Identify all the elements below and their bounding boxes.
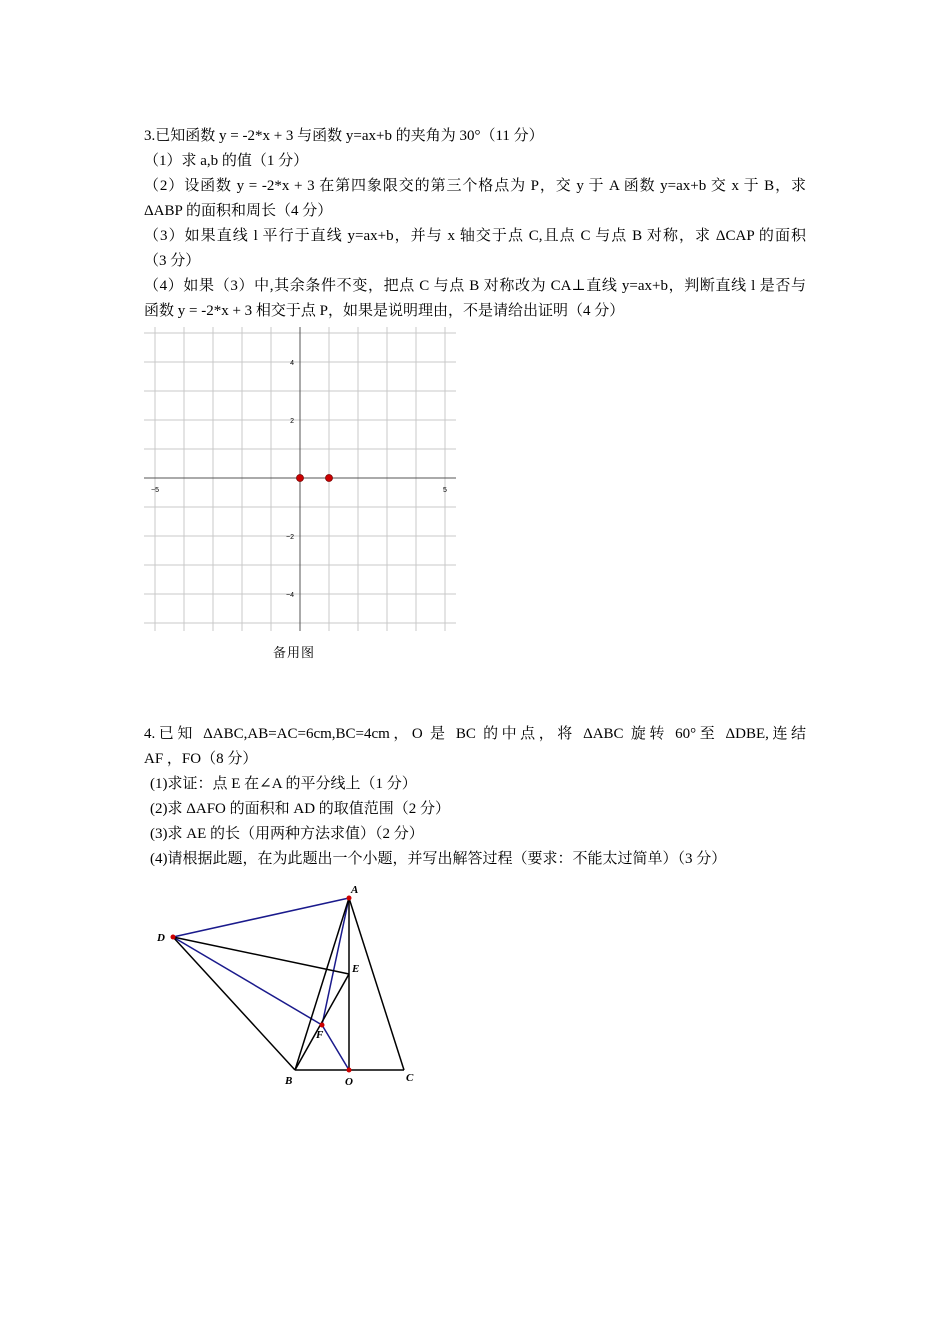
- q4-part4: (4)请根据此题，在为此题出一个小题，并写出解答过程（要求：不能太过简单）（3 分）: [150, 851, 727, 867]
- label-O: O: [345, 1076, 353, 1088]
- figure-caption: 备用图: [273, 646, 316, 661]
- segment-FA: [322, 898, 349, 1025]
- y-tick-label-4: 4: [290, 360, 294, 367]
- plotted-point: [326, 475, 333, 482]
- label-B: B: [285, 1075, 293, 1087]
- x-tick-label-5: 5: [443, 487, 447, 494]
- label-A: A: [351, 884, 359, 896]
- label-E: E: [352, 963, 360, 975]
- triangle-geometry-figure: [140, 878, 440, 1098]
- y-tick-label-neg2: −2: [286, 534, 294, 541]
- plotted-point: [297, 475, 304, 482]
- q3-part3-line1: （3）如果直线 l 平行于直线 y=ax+b，并与 x 轴交于点 C,且点 C 与点 B 对称，求 ΔCAP 的面积: [144, 228, 806, 244]
- q3-part4-line1: （4）如果（3）中,其余条件不变，把点 C 与点 B 对称改为 CA⊥直线 y=ax+b，判断直线 l 是否与: [144, 278, 806, 294]
- segment-DE: [173, 937, 349, 974]
- segment-AC: [349, 898, 404, 1070]
- q4-part3: (3)求 AE 的长（用两种方法求值）（2 分）: [150, 826, 424, 842]
- q3-part4-line2: 函数 y = -2*x + 3 相交于点 P，如果是说明理由，不是请给出证明（4 分）: [144, 303, 625, 319]
- point-A: [347, 896, 352, 901]
- q4-part2: (2)求 ΔAFO 的面积和 AD 的取值范围（2 分）: [150, 801, 451, 817]
- y-tick-label-2: 2: [290, 418, 294, 425]
- q4-part1: (1)求证：点 E 在∠A 的平分线上（1 分）: [150, 776, 417, 792]
- q3-part2-line2: ΔABP 的面积和周长（4 分）: [144, 203, 333, 219]
- coordinate-grid-figure: [140, 325, 460, 635]
- x-tick-label-neg5: −5: [151, 487, 159, 494]
- point-D: [171, 935, 176, 940]
- segment-DB: [173, 937, 295, 1070]
- label-D: D: [157, 932, 165, 944]
- q3-part2-line1: （2）设函数 y = -2*x + 3 在第四象限交的第三个格点为 P，交 y 于 A 函数 y=ax+b 交 x 于 B，求: [144, 178, 806, 194]
- point-O: [347, 1068, 352, 1073]
- y-tick-label-neg4: −4: [286, 592, 294, 599]
- point-F: [320, 1023, 325, 1028]
- segment-DA: [173, 898, 349, 937]
- q4-title-line2: AF ，FO（8 分）: [144, 751, 258, 767]
- segment-DF: [173, 937, 322, 1025]
- segment-FO: [322, 1025, 349, 1070]
- q3-part1: （1）求 a,b 的值（1 分）: [144, 153, 309, 169]
- label-C: C: [406, 1072, 414, 1084]
- label-F: F: [316, 1029, 324, 1041]
- segment-AB: [295, 898, 349, 1070]
- q4-title-line1: 4.已知 ΔABC,AB=AC=6cm,BC=4cm，O 是 BC 的中点，将 ΔABC 旋转 60°至 ΔDBE,连结: [144, 726, 806, 742]
- q3-part3-line2: （3 分）: [144, 253, 201, 269]
- q3-title: 3.已知函数 y = -2*x + 3 与函数 y=ax+b 的夹角为 30°（11 分）: [144, 128, 544, 144]
